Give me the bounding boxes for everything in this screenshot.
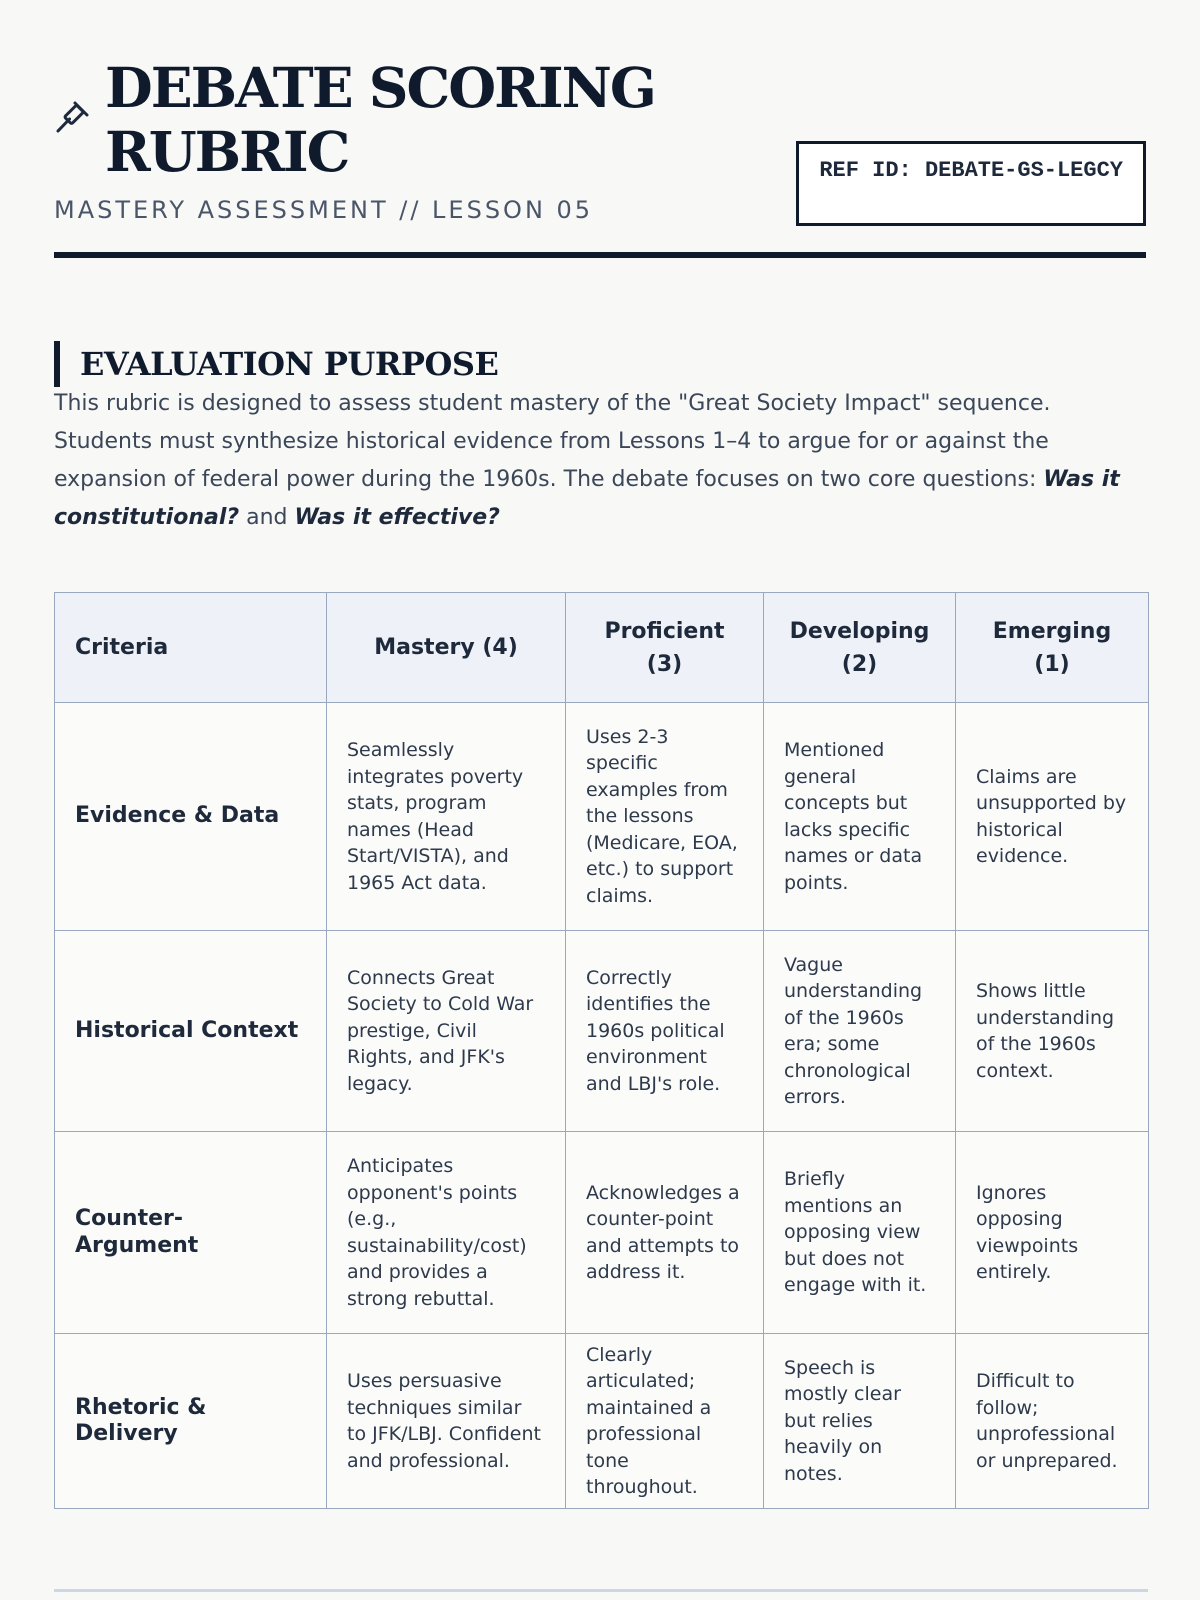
table-row: [55, 931, 1149, 1132]
header-developing: Developing (2): [764, 593, 956, 703]
criteria-cell: Historical Context: [55, 931, 327, 1132]
emerging-cell: Claims are unsupported by historical evidence.: [956, 703, 1149, 931]
purpose-paragraph: [54, 385, 1154, 537]
question-constitutional: Was it constitutional?: [54, 467, 1120, 530]
page-header: [54, 0, 1146, 258]
criteria-cell: Evidence & Data: [55, 703, 327, 931]
table-row: [55, 703, 1149, 931]
mastery-cell: Anticipates opponent's points (e.g., sustainability/cost) and provides a strong rebuttal.: [327, 1132, 566, 1334]
rubric-table: [54, 592, 1149, 1509]
proficient-cell: Clearly articulated; maintained a professional tone throughout.: [566, 1334, 764, 1509]
table-header-row: [55, 593, 1149, 703]
section-heading-evaluation-purpose: EVALUATION PURPOSE: [54, 341, 498, 387]
emerging-cell: Ignores opposing viewpoints entirely.: [956, 1132, 1149, 1334]
table-row: [55, 1132, 1149, 1334]
header-emerging: Emerging (1): [956, 593, 1149, 703]
proficient-cell: Uses 2-3 specific examples from the lessons (Medicare, EOA, etc.) to support claims.: [566, 703, 764, 931]
proficient-cell: Correctly identifies the 1960s political environment and LBJ's role.: [566, 931, 764, 1132]
developing-cell: Mentioned general concepts but lacks specific names or data points.: [764, 703, 956, 931]
criteria-cell: Rhetoric & Delivery: [55, 1334, 327, 1509]
page-subtitle: MASTERY ASSESSMENT // LESSON 05: [54, 196, 594, 224]
mastery-cell: Uses persuasive techniques similar to JFK/LBJ. Confident and professional.: [327, 1334, 566, 1509]
table-row: [55, 1334, 1149, 1509]
proficient-cell: Acknowledges a counter-point and attempts to address it.: [566, 1132, 764, 1334]
criteria-cell: Counter-Argument: [55, 1132, 327, 1334]
question-effective: Was it effective?: [294, 505, 500, 530]
gavel-icon: [54, 100, 90, 136]
ref-id-box: REF ID: DEBATE-GS-LEGCY: [796, 141, 1146, 226]
mastery-cell: Connects Great Society to Cold War prestige, Civil Rights, and JFK's legacy.: [327, 931, 566, 1132]
mastery-cell: Seamlessly integrates poverty stats, program names (Head Start/VISTA), and 1965 Act data.: [327, 703, 566, 931]
header-mastery: Mastery (4): [327, 593, 566, 703]
footer-divider: [54, 1589, 1148, 1592]
developing-cell: Vague understanding of the 1960s era; some chronological errors.: [764, 931, 956, 1132]
purpose-text: This rubric is designed to assess student mastery of the "Great Society Impact" sequence. Students must synthesize historical evidence from Lessons 1–4 to argue for or against the expansion of federal power during the 1960s. The debate focuses on two core questions:: [54, 391, 1051, 492]
header-criteria: Criteria: [55, 593, 327, 703]
emerging-cell: Shows little understanding of the 1960s context.: [956, 931, 1149, 1132]
purpose-joiner: and: [239, 505, 295, 530]
developing-cell: Briefly mentions an opposing view but does not engage with it.: [764, 1132, 956, 1334]
developing-cell: Speech is mostly clear but relies heavily on notes.: [764, 1334, 956, 1509]
page-title: DEBATE SCORING RUBRIC: [105, 55, 655, 184]
header-proficient: Proficient (3): [566, 593, 764, 703]
emerging-cell: Difficult to follow; unprofessional or unprepared.: [956, 1334, 1149, 1509]
